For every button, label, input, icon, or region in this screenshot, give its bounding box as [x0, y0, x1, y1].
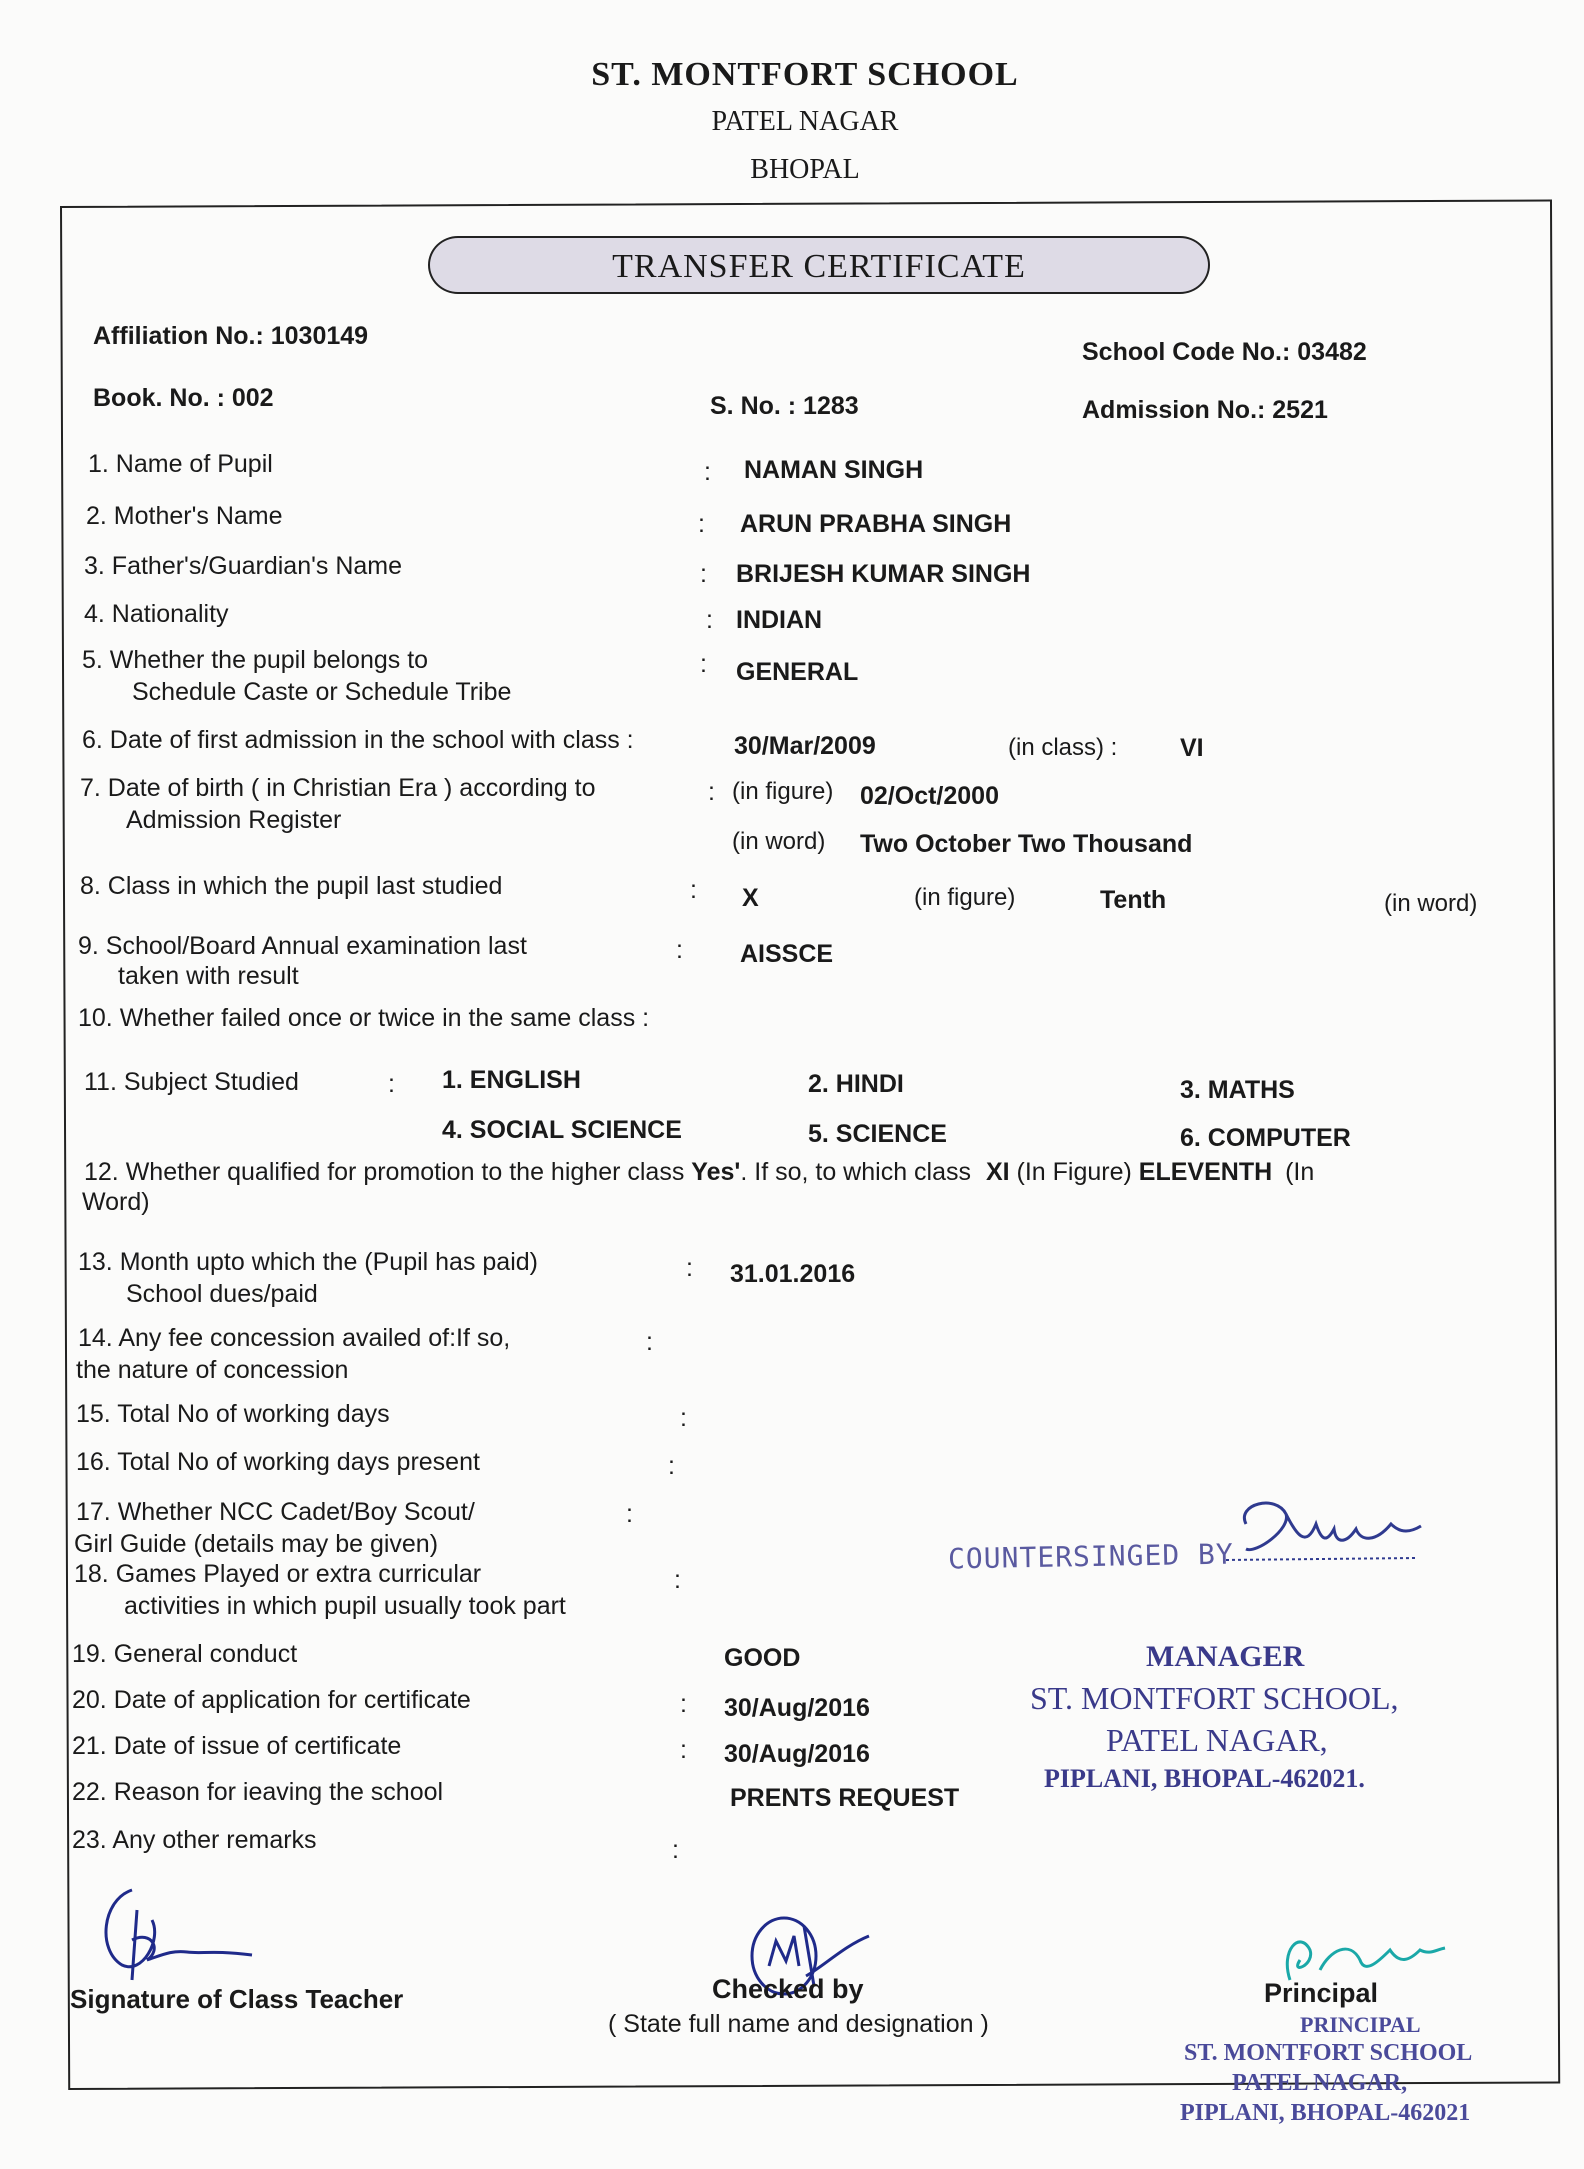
item-11-label: 11. Subject Studied — [84, 1068, 299, 1096]
item-18-label-cont: activities in which pupil usually took part — [124, 1592, 566, 1620]
colon: : — [646, 1328, 653, 1356]
dues-paid: 31.01.2016 — [730, 1260, 856, 1288]
principal-stamp-school: ST. MONTFORT SCHOOL — [1184, 2040, 1473, 2066]
item-2-label: 2. Mother's Name — [86, 502, 283, 530]
manager-stamp-area: PATEL NAGAR, — [1106, 1722, 1328, 1758]
admission-class: VI — [1180, 734, 1204, 762]
item-12-text-cont: . If so, to which class — [740, 1158, 971, 1186]
dob-word-label: (in word) — [732, 828, 826, 855]
general-conduct: GOOD — [724, 1644, 801, 1672]
pupil-name: NAMAN SINGH — [744, 456, 924, 484]
school-code: School Code No.: 03482 — [1082, 338, 1367, 366]
item-8-label: 8. Class in which the pupil last studied — [80, 872, 503, 900]
colon: : — [708, 778, 715, 806]
item-18-label: 18. Games Played or extra curricular — [74, 1560, 482, 1588]
promotion-in: (In — [1285, 1158, 1315, 1186]
dob-figure-label: (in figure) — [732, 778, 834, 805]
item-7-label-cont: Admission Register — [126, 806, 342, 834]
colon: : — [672, 1836, 679, 1864]
colon: : — [700, 650, 707, 678]
item-13-label-cont: School dues/paid — [126, 1280, 318, 1308]
admission-class-label: (in class) : — [1008, 734, 1118, 761]
colon: : — [676, 936, 683, 964]
subject-1: 1. ENGLISH — [442, 1066, 581, 1094]
leaving-reason: PRENTS REQUEST — [730, 1784, 960, 1812]
promotion-word: ELEVENTH — [1138, 1158, 1273, 1186]
admission-date: 30/Mar/2009 — [734, 732, 876, 760]
colon: : — [706, 606, 713, 634]
book-no: Book. No. : 002 — [93, 384, 274, 412]
promotion-yes: Yes' — [691, 1158, 741, 1186]
subject-6: 6. COMPUTER — [1180, 1124, 1351, 1152]
subject-4: 4. SOCIAL SCIENCE — [442, 1116, 682, 1144]
dob-figure: 02/Oct/2000 — [860, 782, 999, 810]
promotion-class: XI — [985, 1158, 1010, 1186]
colon: : — [388, 1070, 395, 1098]
colon: : — [704, 458, 711, 486]
manager-stamp-title: MANAGER — [1146, 1640, 1305, 1673]
certificate-title: TRANSFER CERTIFICATE — [428, 236, 1210, 294]
dob-word: Two October Two Thousand — [860, 830, 1193, 858]
issue-date: 30/Aug/2016 — [724, 1740, 870, 1768]
item-13-label: 13. Month upto which the (Pupil has paid) — [78, 1248, 538, 1276]
affiliation-no: Affiliation No.: 1030149 — [93, 322, 369, 350]
item-5-label-cont: Schedule Caste or Schedule Tribe — [132, 678, 512, 706]
principal-stamp-title: PRINCIPAL — [1300, 2012, 1421, 2037]
item-22-label: 22. Reason for ieaving the school — [72, 1778, 444, 1806]
item-17-label-cont: Girl Guide (details may be given) — [74, 1530, 439, 1558]
colon: : — [680, 1690, 687, 1718]
subject-5: 5. SCIENCE — [808, 1120, 947, 1148]
mother-name: ARUN PRABHA SINGH — [740, 510, 1012, 538]
nationality: INDIAN — [736, 606, 823, 634]
manager-stamp-school: ST. MONTFORT SCHOOL, — [1030, 1680, 1399, 1716]
principal-stamp-area: PATEL NAGAR, — [1232, 2070, 1408, 2096]
subject-3: 3. MATHS — [1180, 1076, 1295, 1104]
colon: : — [626, 1500, 633, 1528]
school-name: ST. MONTFORT SCHOOL — [591, 56, 1019, 93]
school-area: PATEL NAGAR — [711, 106, 899, 137]
principal-stamp-city: PIPLANI, BHOPAL-462021 — [1180, 2100, 1471, 2126]
subject-2: 2. HINDI — [808, 1070, 904, 1098]
last-class-figure: X — [742, 884, 759, 912]
caste-category: GENERAL — [736, 658, 859, 686]
designation-note: ( State full name and designation ) — [608, 2010, 989, 2038]
item-15-label: 15. Total No of working days — [76, 1400, 390, 1428]
item-6-label: 6. Date of first admission in the school with class : — [82, 726, 634, 754]
admission-no: Admission No.: 2521 — [1082, 396, 1328, 424]
class-teacher-label: Signature of Class Teacher — [70, 1984, 404, 2014]
item-9-label: 9. School/Board Annual examination last — [78, 932, 527, 960]
colon: : — [680, 1736, 687, 1764]
last-class-word: Tenth — [1100, 886, 1167, 914]
manager-stamp-city: PIPLANI, BHOPAL-462021. — [1044, 1764, 1365, 1793]
colon: : — [698, 510, 705, 538]
colon: : — [700, 560, 707, 588]
item-14-label-cont: the nature of concession — [76, 1356, 349, 1384]
item-5-label: 5. Whether the pupil belongs to — [82, 646, 429, 674]
item-23-label: 23. Any other remarks — [72, 1826, 317, 1854]
item-12-text: 12. Whether qualified for promotion to the higher class — [84, 1158, 685, 1186]
item-14-label: 14. Any fee concession availed of:If so, — [78, 1324, 511, 1352]
colon: : — [690, 876, 697, 904]
item-21-label: 21. Date of issue of certificate — [72, 1732, 402, 1760]
checked-by-label: Checked by — [712, 1974, 864, 2004]
promotion-figure-label: (In Figure) — [1016, 1158, 1132, 1186]
colon: : — [686, 1254, 693, 1282]
colon: : — [674, 1566, 681, 1594]
item-12-word: Word) — [82, 1188, 150, 1216]
class-teacher-signature — [92, 1880, 272, 1990]
last-class-word-label: (in word) — [1384, 890, 1478, 917]
application-date: 30/Aug/2016 — [724, 1694, 870, 1722]
item-19-label: 19. General conduct — [72, 1640, 298, 1668]
item-4-label: 4. Nationality — [84, 600, 229, 628]
exam-result: AISSCE — [740, 940, 834, 968]
principal-label: Principal — [1264, 1978, 1379, 2008]
manager-signature — [1216, 1494, 1426, 1574]
colon: : — [668, 1452, 675, 1480]
serial-no: S. No. : 1283 — [710, 392, 859, 420]
item-7-label: 7. Date of birth ( in Christian Era ) according to — [80, 774, 596, 802]
father-name: BRIJESH KUMAR SINGH — [736, 560, 1031, 588]
item-9-label-cont: taken with result — [118, 962, 299, 990]
item-20-label: 20. Date of application for certificate — [72, 1686, 471, 1714]
item-16-label: 16. Total No of working days present — [76, 1448, 480, 1476]
colon: : — [680, 1404, 687, 1432]
countersigned-stamp: COUNTERSINGED BY — [947, 1537, 1234, 1576]
item-17-label: 17. Whether NCC Cadet/Boy Scout/ — [76, 1498, 475, 1526]
last-class-figure-label: (in figure) — [914, 884, 1016, 911]
item-12-label — [84, 1158, 1314, 1187]
item-1-label: 1. Name of Pupil — [88, 450, 273, 478]
school-city: BHOPAL — [750, 154, 860, 185]
item-10-label: 10. Whether failed once or twice in the same class : — [78, 1004, 650, 1032]
item-3-label: 3. Father's/Guardian's Name — [84, 552, 403, 580]
